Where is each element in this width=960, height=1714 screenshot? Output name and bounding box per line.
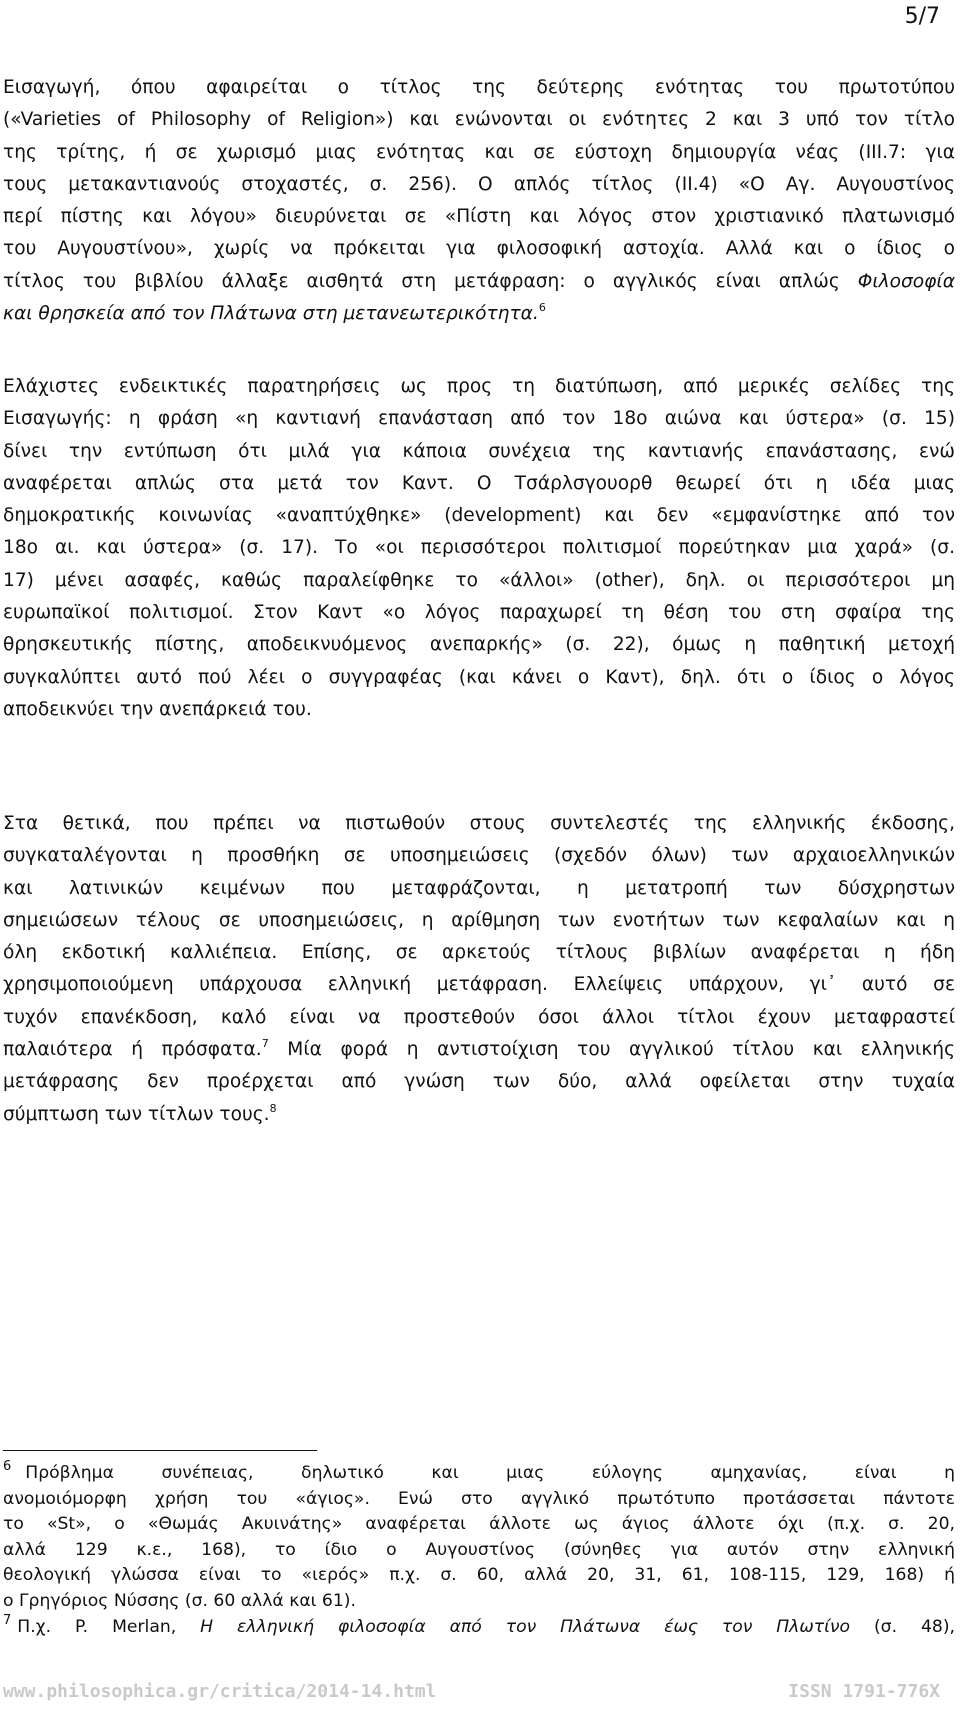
- text-line: δημοκρατικής κοινωνίας «αναπτύχθηκε» (development) και δεν «εμφανίστηκε από τον: [3, 505, 955, 527]
- footnote-ref-7[interactable]: 7: [261, 1037, 269, 1051]
- text-line: το «St», ο «Θωμάς Ακυινάτης» αναφέρεται άλλοτε ως άγιος άλλοτε όχι (π.χ. σ. 20,: [3, 1514, 955, 1535]
- text-line: ευρωπαϊκοί πολιτισμοί. Στον Καντ «ο λόγος παραχωρεί τη θέση του στη σφαίρα της: [3, 602, 955, 624]
- text-line: θεολογική γλώσσα είναι το «ιερός» π.χ. σ. 60, αλλά 20, 31, 61, 108-115, 129, 168) ή: [3, 1565, 955, 1586]
- text-fragment: τίτλος του βιβλίου άλλαξε αισθητά στη μετάφραση: ο αγγλικός είναι απλώς: [3, 270, 840, 292]
- text-line: Ελάχιστες ενδεικτικές παρατηρήσεις ως προς τη διατύπωση, από μερικές σελίδες της: [3, 376, 955, 397]
- text-line: όλη εκδοτική καλλιέπεια. Επίσης, σε αρκετούς τίτλους βιβλίων αναφέρεται η ήδη: [3, 942, 955, 964]
- text-fragment: Μία φορά η αντιστοίχιση του αγγλικού τίτλου και ελληνικής: [268, 1039, 955, 1061]
- text-line: ο Γρηγόριος Νύσσης (σ. 60 αλλά και 61).: [3, 1590, 356, 1611]
- text-line: 18ο αι. και ύστερα» (σ. 17). Το «οι περισσότεροι πολιτισμοί πορεύτηκαν μια χαρά» (σ.: [3, 537, 955, 559]
- text-fragment: παλαιότερα ή πρόσφατα.: [3, 1039, 262, 1061]
- text-fragment: Π.χ. P. Merlan,: [17, 1617, 201, 1637]
- text-line: της τρίτης, ή σε χωρισμό μιας ενότητας και σε εύστοχη δημιουργία νέας (III.7: για: [3, 141, 955, 163]
- paragraph-remarks: [3, 371, 955, 726]
- text-line: σημειώσεων τέλους σε υποσημειώσεις, η αρίθμηση των ενοτήτων των κεφαλαίων και η: [3, 909, 955, 931]
- text-line: χρησιμοποιούμενη υπάρχουσα ελληνική μετάφραση. Ελλείψεις υπάρχουν, γι᾽ αυτό σε: [3, 974, 955, 996]
- text-line: Εισαγωγής: η φράση «η καντιανή επανάσταση από τον 18ο αιώνα και ύστερα» (σ. 15): [3, 408, 955, 430]
- paragraph-intro: [3, 72, 955, 330]
- text-line: [3, 266, 955, 298]
- page-number: 5/7: [904, 4, 940, 29]
- footnote-7: [3, 1615, 955, 1641]
- footnote-ref-6[interactable]: 6: [538, 301, 546, 315]
- text-fragment: (σ. 48),: [850, 1617, 956, 1637]
- text-line: («Varieties of Philosophy of Religion») και ενώνονται οι ενότητες 2 και 3 υπό τον τίτλο: [3, 109, 955, 131]
- text-line: τυχόν επανέκδοση, καλό είναι να προστεθούν όσοι άλλοι τίτλοι έχουν μεταφραστεί: [3, 1006, 955, 1028]
- text-line: [3, 298, 955, 330]
- text-line: [3, 1615, 955, 1641]
- book-title: Η ελληνική φιλοσοφία από τον Πλάτωνα έως τον Πλωτίνο: [200, 1617, 851, 1637]
- footer-issn: ISSN 1791-776X: [788, 1681, 940, 1702]
- text-fragment: Πρόβλημα συνέπειας, δηλωτικό και μιας εύλογης αμηχανίας, είναι η: [25, 1463, 955, 1483]
- text-line: [3, 1099, 955, 1131]
- footer-url[interactable]: www.philosophica.gr/critica/2014-14.html: [3, 1681, 437, 1702]
- text-line: Εισαγωγή, όπου αφαιρείται ο τίτλος της δεύτερης ενότητας του πρωτοτύπου: [3, 77, 955, 98]
- text-line: [3, 1034, 955, 1066]
- footnote-separator: [3, 1450, 317, 1451]
- footnote-mark: 6: [3, 1459, 12, 1474]
- text-line: 17) μένει ασαφές, καθώς παραλείφθηκε το «άλλοι» (other), δηλ. οι περισσότεροι μη: [3, 569, 955, 591]
- text-line: ανομοιόμορφη χρήση του «άγιος». Ενώ στο αγγλικό πρωτότυπο προτάσσεται πάντοτε: [3, 1488, 955, 1509]
- text-line: αλλά 129 κ.ε., 168), το ίδιο ο Αυγουστίνος (σύνηθες για αυτόν στην ελληνική: [3, 1539, 955, 1560]
- text-line: θρησκευτικής πίστης, αποδεικνυόμενος ανεπαρκής» (σ. 22), όμως η παθητική μετοχή: [3, 634, 955, 656]
- paragraph-positives: [3, 808, 955, 1131]
- book-title: και θρησκεία από τον Πλάτωνα στη μετανεωτερικότητα.: [3, 303, 539, 325]
- text-line: περί πίστης και λόγου» διευρύνεται σε «Πίστη και λόγος στον χριστιανικό πλατωνισμό: [3, 206, 955, 228]
- text-line: αποδεικνύει την ανεπάρκειά του.: [3, 698, 312, 720]
- text-line: αναφέρεται απλώς στα μετά τον Καντ. Ο Τσάρλσγουορθ θεωρεί ότι η ιδέα μιας: [3, 472, 955, 494]
- text-line: του Αυγουστίνου», χωρίς να πρόκειται για φιλοσοφική αστοχία. Αλλά και ο ίδιος ο: [3, 238, 955, 260]
- text-line: [3, 1461, 955, 1487]
- text-line: συγκαλύπτει αυτό πού λέει ο συγγραφέας (και κάνει ο Καντ), δηλ. ότι ο ίδιος ο λόγος: [3, 666, 955, 688]
- text-line: μετάφρασης δεν προέρχεται από γνώση των δύο, αλλά οφείλεται στην τυχαία: [3, 1071, 955, 1093]
- text-line: Στα θετικά, που πρέπει να πιστωθούν στους συντελεστές της ελληνικής έκδοσης,: [3, 813, 955, 834]
- text-line: συγκαταλέγονται η προσθήκη σε υποσημειώσεις (σχεδόν όλων) των αρχαιοελληνικών: [3, 845, 955, 867]
- footnote-6: [3, 1461, 955, 1615]
- text-fragment: σύμπτωση των τίτλων τους.: [3, 1103, 270, 1125]
- footnote-ref-8[interactable]: 8: [269, 1101, 277, 1115]
- text-line: δίνει την εντύπωση ότι μιλά για κάποια συνέχεια της καντιανής επανάστασης, ενώ: [3, 440, 955, 462]
- text-line: και λατινικών κειμένων που μεταφράζονται, η μετατροπή των δύσχρηστων: [3, 877, 955, 899]
- footnote-mark: 7: [3, 1613, 12, 1628]
- book-title: Φιλοσοφία: [857, 270, 955, 292]
- text-line: τους μετακαντιανούς στοχαστές, σ. 256). Ο απλός τίτλος (II.4) «Ο Αγ. Αυγουστίνος: [3, 173, 955, 195]
